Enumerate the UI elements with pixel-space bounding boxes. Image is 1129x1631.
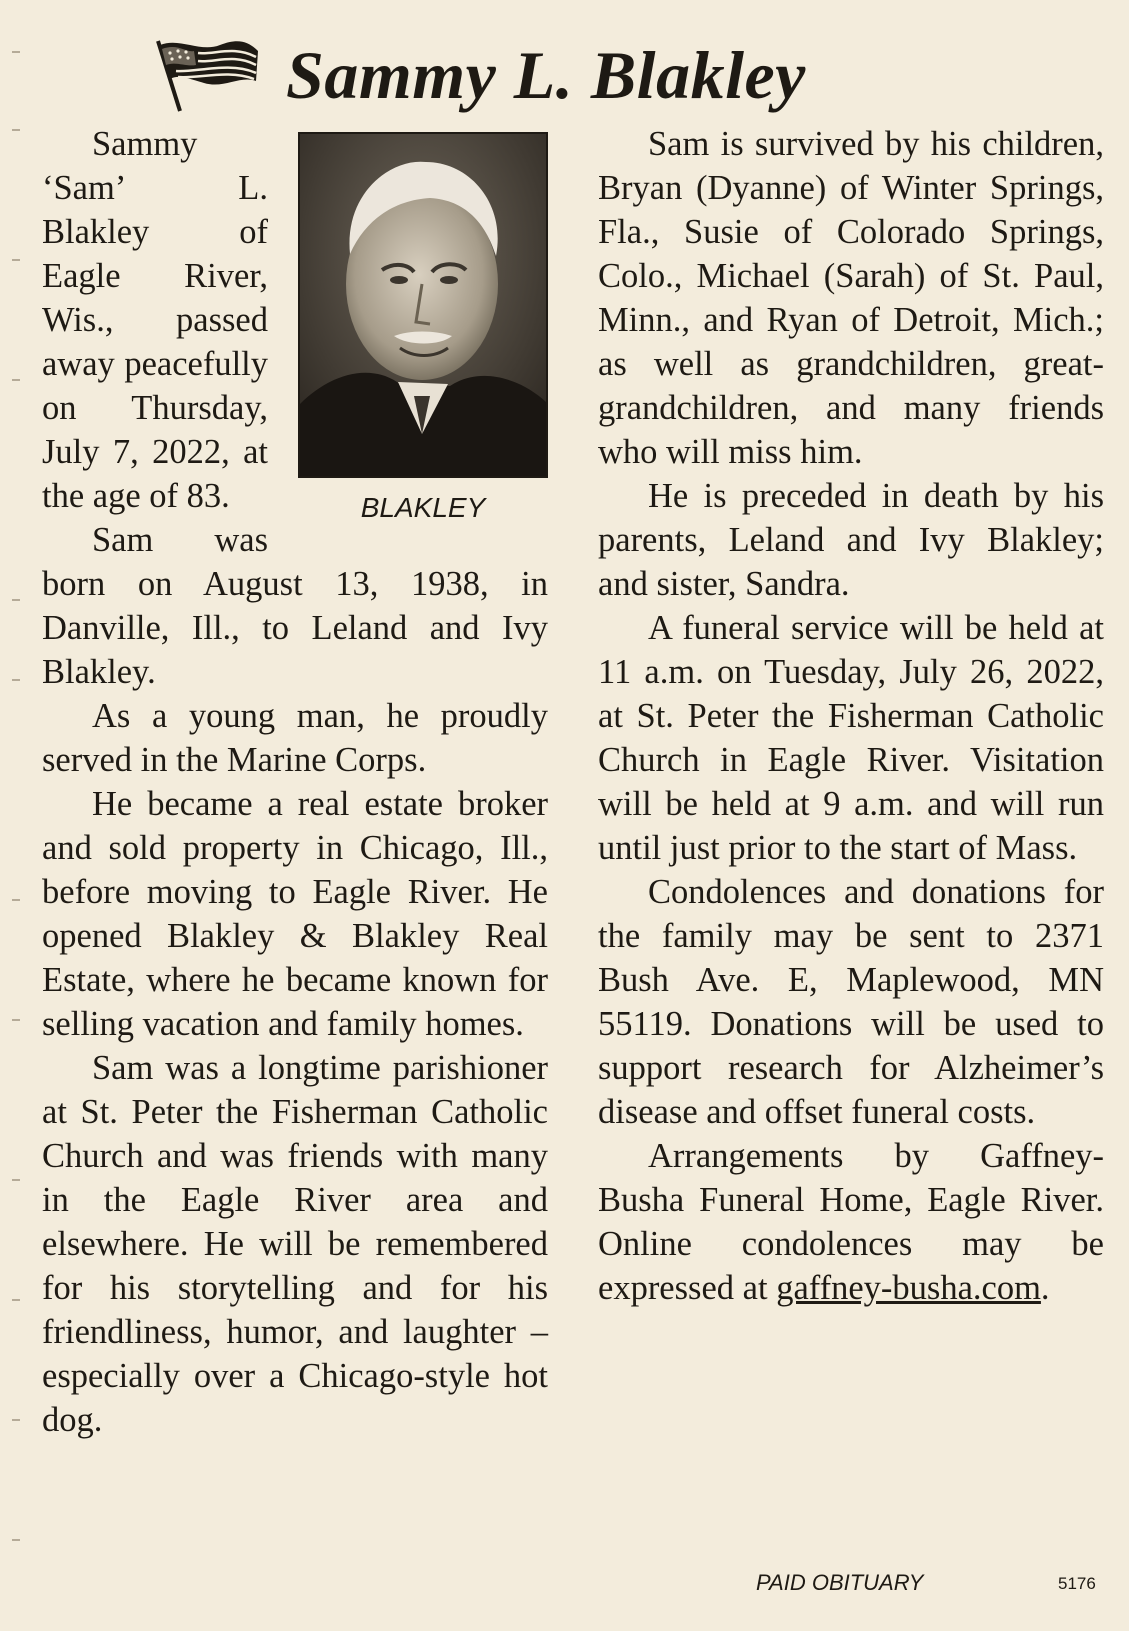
left-paragraph: As a young man, he proudly served in the Marine Corps. <box>42 697 548 779</box>
closing-period: . <box>1040 1269 1050 1307</box>
ad-code: 5176 <box>1058 1574 1096 1593</box>
obituary-intro: Sammy ‘Sam’ L. Blakley of Eagle River, Wis., passed away peacefully on Thursday, July 7, 2022, at the age of 83. <box>42 125 268 515</box>
obituary-title: Sammy L. Blakley <box>286 36 806 113</box>
funeral-home-website-link[interactable]: gaffney-busha.com <box>776 1269 1041 1307</box>
obituary-header <box>150 20 1050 130</box>
american-flag-icon <box>150 35 262 115</box>
left-paragraph: Sam was born on August 13, 1938, in Danville, Ill., to Leland and Ivy Blakley. <box>42 521 548 691</box>
paid-obituary-label: PAID OBITUARY <box>756 1570 924 1595</box>
page-edge-marks <box>2 0 24 1631</box>
left-paragraph: Sam was a longtime parishioner at St. Peter the Fisherman Catholic Church and was friends with many in the Eagle River area and elsewhere. He will be remembered for his storytelling and for his friendliness, humor, and laughter – especially over a Chicago-style hot dog. <box>42 1049 548 1439</box>
portrait-photo <box>298 132 548 478</box>
photo-caption: BLAKLEY <box>360 492 486 523</box>
right-paragraph: Condolences and donations for the family may be sent to 2371 Bush Ave. E, Maplewood, MN 55119. Donations will be used to support research for Alzheimer’s disease and offset funeral costs. <box>598 873 1104 1131</box>
right-paragraph: Sam is survived by his children, Bryan (Dyanne) of Winter Springs, Fla., Susie of Colorado Springs, Colo., Michael (Sarah) of St. Paul, Minn., and Ryan of Detroit, Mich.; as well as grandchildren, great-grandchildren, and many friends who will miss him. <box>598 125 1104 471</box>
right-paragraph: He is preceded in death by his parents, Leland and Ivy Blakley; and sister, Sandra. <box>598 477 1104 603</box>
closing-text: Arrangements by Gaffney-Busha Funeral Home, Eagle River. Online condolences may be expressed at <box>598 1137 1104 1307</box>
right-paragraph: A funeral service will be held at 11 a.m. on Tuesday, July 26, 2022, at St. Peter the Fisherman Catholic Church in Eagle River. Visitation will be held at 9 a.m. and will run until just prior to the start of Mass. <box>598 609 1104 867</box>
closing-paragraph <box>598 1134 1104 1310</box>
left-column <box>42 122 548 1442</box>
left-paragraph: He became a real estate broker and sold property in Chicago, Ill., before moving to Eagle River. He opened Blakley & Blakley Real Estate, where he became known for selling vacation and family homes. <box>42 785 548 1043</box>
portrait-block <box>298 132 548 528</box>
right-column <box>598 122 1104 1310</box>
